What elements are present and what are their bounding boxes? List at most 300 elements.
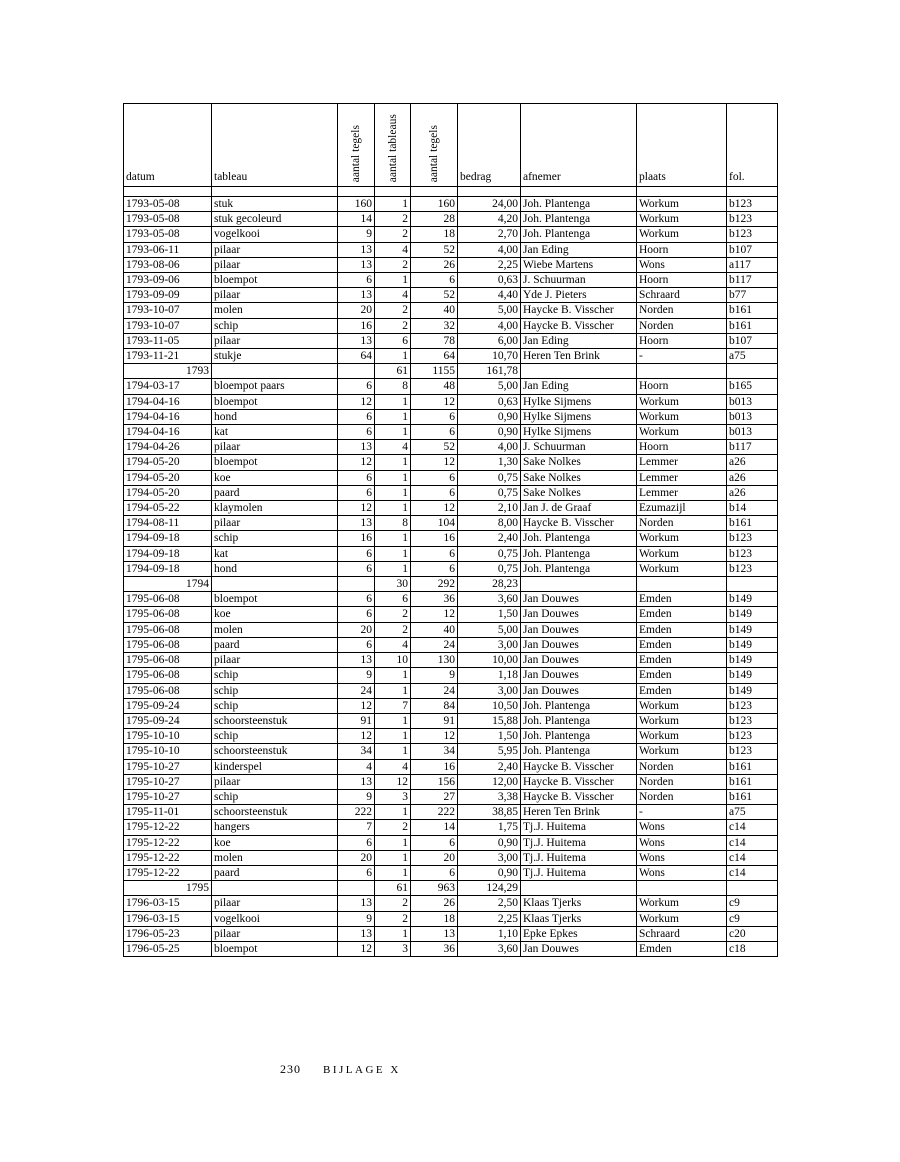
- cell-aantal-tableaus: 2: [375, 820, 411, 835]
- cell-fol: [727, 364, 778, 379]
- cell-aantal-tegels-total: 16: [411, 531, 458, 546]
- cell-afnemer: Klaas Tjerks: [521, 896, 637, 911]
- cell-aantal-tegels: 9: [338, 789, 375, 804]
- cell-aantal-tableaus: 1: [375, 470, 411, 485]
- cell-aantal-tegels-total: 36: [411, 941, 458, 956]
- cell-tableau: kinderspel: [212, 759, 338, 774]
- cell-aantal-tableaus: 4: [375, 637, 411, 652]
- cell-aantal-tegels-total: 26: [411, 257, 458, 272]
- cell-tableau: bloempot: [212, 394, 338, 409]
- cell-fol: b123: [727, 197, 778, 212]
- cell-tableau: pilaar: [212, 896, 338, 911]
- table-row: [124, 212, 778, 227]
- cell-aantal-tegels-total: 6: [411, 409, 458, 424]
- cell-fol: a26: [727, 485, 778, 500]
- table-row: [124, 774, 778, 789]
- cell-fol: a26: [727, 470, 778, 485]
- cell-aantal-tableaus: 12: [375, 774, 411, 789]
- spacer-cell: [124, 187, 212, 197]
- cell-aantal-tableaus: 1: [375, 561, 411, 576]
- cell-afnemer: Haycke B. Visscher: [521, 774, 637, 789]
- cell-bedrag: 1,18: [458, 668, 521, 683]
- cell-aantal-tegels-total: 6: [411, 425, 458, 440]
- cell-aantal-tegels-total: 18: [411, 227, 458, 242]
- cell-aantal-tegels-total: 24: [411, 637, 458, 652]
- cell-datum: 1795-12-22: [124, 820, 212, 835]
- cell-afnemer: [521, 881, 637, 896]
- cell-bedrag: 0,90: [458, 835, 521, 850]
- cell-aantal-tegels-total: 6: [411, 485, 458, 500]
- cell-datum: 1793-06-11: [124, 242, 212, 257]
- cell-tableau: schip: [212, 318, 338, 333]
- cell-aantal-tableaus: 6: [375, 333, 411, 348]
- cell-aantal-tableaus: 4: [375, 288, 411, 303]
- header-aantal-tegels-total-label: aantal tegels: [427, 124, 440, 182]
- cell-aantal-tegels-total: 32: [411, 318, 458, 333]
- spacer-cell: [411, 187, 458, 197]
- cell-datum: 1795-06-08: [124, 592, 212, 607]
- table-row: [124, 941, 778, 956]
- cell-datum: 1795-06-08: [124, 607, 212, 622]
- cell-plaats: Emden: [637, 653, 727, 668]
- cell-aantal-tableaus: 4: [375, 242, 411, 257]
- cell-aantal-tableaus: 1: [375, 394, 411, 409]
- cell-fol: b107: [727, 333, 778, 348]
- cell-plaats: Emden: [637, 622, 727, 637]
- cell-bedrag: 2,10: [458, 501, 521, 516]
- cell-fol: b161: [727, 318, 778, 333]
- cell-plaats: Emden: [637, 637, 727, 652]
- cell-tableau: pilaar: [212, 333, 338, 348]
- cell-aantal-tegels-total: 13: [411, 926, 458, 941]
- cell-bedrag: 2,50: [458, 896, 521, 911]
- cell-datum: 1795-06-08: [124, 653, 212, 668]
- cell-fol: b123: [727, 212, 778, 227]
- header-tableau: tableau: [212, 104, 338, 187]
- table-row: [124, 425, 778, 440]
- table-row: [124, 926, 778, 941]
- cell-aantal-tegels: 13: [338, 774, 375, 789]
- cell-plaats: Wons: [637, 820, 727, 835]
- cell-datum: 1795-12-22: [124, 865, 212, 880]
- cell-bedrag: 0,63: [458, 394, 521, 409]
- cell-fol: b123: [727, 561, 778, 576]
- cell-plaats: Emden: [637, 683, 727, 698]
- cell-tableau: schip: [212, 729, 338, 744]
- cell-datum: 1793-05-08: [124, 212, 212, 227]
- table-row: [124, 409, 778, 424]
- cell-afnemer: [521, 577, 637, 592]
- cell-afnemer: Heren Ten Brink: [521, 805, 637, 820]
- cell-aantal-tegels: 64: [338, 349, 375, 364]
- table-row: [124, 455, 778, 470]
- cell-aantal-tableaus: 1: [375, 744, 411, 759]
- cell-afnemer: Haycke B. Visscher: [521, 759, 637, 774]
- cell-fol: a75: [727, 349, 778, 364]
- year-subtotal-row: [124, 881, 778, 896]
- cell-aantal-tegels: 20: [338, 622, 375, 637]
- cell-afnemer: Joh. Plantenga: [521, 561, 637, 576]
- cell-tableau: schip: [212, 531, 338, 546]
- cell-tableau: klaymolen: [212, 501, 338, 516]
- cell-bedrag: 3,60: [458, 941, 521, 956]
- cell-plaats: Workum: [637, 729, 727, 744]
- cell-plaats: Lemmer: [637, 485, 727, 500]
- cell-afnemer: Jan Eding: [521, 242, 637, 257]
- cell-aantal-tegels-total: 292: [411, 577, 458, 592]
- cell-datum: 1795-06-08: [124, 668, 212, 683]
- cell-tableau: paard: [212, 865, 338, 880]
- cell-tableau: bloempot: [212, 592, 338, 607]
- cell-fol: c14: [727, 820, 778, 835]
- cell-bedrag: 3,00: [458, 637, 521, 652]
- spacer-cell: [458, 187, 521, 197]
- cell-bedrag: 161,78: [458, 364, 521, 379]
- cell-datum: 1796-03-15: [124, 896, 212, 911]
- cell-tableau: [212, 364, 338, 379]
- cell-datum: 1793-11-05: [124, 333, 212, 348]
- cell-aantal-tableaus: 1: [375, 531, 411, 546]
- cell-afnemer: Joh. Plantenga: [521, 744, 637, 759]
- cell-datum: 1794-04-26: [124, 440, 212, 455]
- table-row: [124, 379, 778, 394]
- cell-aantal-tegels-total: 160: [411, 197, 458, 212]
- table-row: [124, 349, 778, 364]
- cell-plaats: Lemmer: [637, 455, 727, 470]
- table-row: [124, 759, 778, 774]
- cell-aantal-tegels-total: 6: [411, 835, 458, 850]
- cell-aantal-tableaus: 7: [375, 698, 411, 713]
- cell-aantal-tegels-total: 1155: [411, 364, 458, 379]
- cell-afnemer: Haycke B. Visscher: [521, 303, 637, 318]
- spacer-cell: [637, 187, 727, 197]
- cell-fol: b123: [727, 531, 778, 546]
- cell-datum: 1794-08-11: [124, 516, 212, 531]
- cell-datum: 1794-09-18: [124, 531, 212, 546]
- table-row: [124, 531, 778, 546]
- cell-bedrag: 10,50: [458, 698, 521, 713]
- cell-fol: c14: [727, 865, 778, 880]
- cell-bedrag: 5,00: [458, 379, 521, 394]
- cell-plaats: Emden: [637, 592, 727, 607]
- cell-tableau: pilaar: [212, 257, 338, 272]
- cell-plaats: Workum: [637, 197, 727, 212]
- table-row: [124, 592, 778, 607]
- table-row: [124, 865, 778, 880]
- cell-aantal-tegels-total: 14: [411, 820, 458, 835]
- cell-aantal-tegels: [338, 881, 375, 896]
- cell-datum: 1793-05-08: [124, 197, 212, 212]
- header-afnemer: afnemer: [521, 104, 637, 187]
- table-row: [124, 744, 778, 759]
- spacer-cell: [727, 187, 778, 197]
- cell-fol: c14: [727, 835, 778, 850]
- cell-aantal-tegels: 6: [338, 379, 375, 394]
- cell-afnemer: Joh. Plantenga: [521, 531, 637, 546]
- cell-bedrag: 0,75: [458, 546, 521, 561]
- header-spacer-row: [124, 187, 778, 197]
- cell-aantal-tegels: 34: [338, 744, 375, 759]
- cell-plaats: Norden: [637, 774, 727, 789]
- cell-tableau: schoorsteenstuk: [212, 744, 338, 759]
- cell-datum: 1795-10-27: [124, 789, 212, 804]
- cell-bedrag: 124,29: [458, 881, 521, 896]
- cell-bedrag: 0,75: [458, 561, 521, 576]
- table-row: [124, 729, 778, 744]
- cell-tableau: pilaar: [212, 926, 338, 941]
- cell-bedrag: 24,00: [458, 197, 521, 212]
- cell-datum: 1795-09-24: [124, 698, 212, 713]
- cell-fol: b013: [727, 425, 778, 440]
- cell-bedrag: 1,50: [458, 607, 521, 622]
- cell-afnemer: Heren Ten Brink: [521, 349, 637, 364]
- cell-bedrag: 4,40: [458, 288, 521, 303]
- cell-aantal-tegels-total: 40: [411, 622, 458, 637]
- cell-datum: 1794-09-18: [124, 546, 212, 561]
- cell-tableau: koe: [212, 835, 338, 850]
- cell-plaats: Schraard: [637, 288, 727, 303]
- cell-aantal-tegels: 6: [338, 607, 375, 622]
- cell-aantal-tegels-total: 6: [411, 273, 458, 288]
- cell-aantal-tableaus: 1: [375, 668, 411, 683]
- table-row: [124, 394, 778, 409]
- cell-fol: b161: [727, 774, 778, 789]
- cell-tableau: paard: [212, 485, 338, 500]
- cell-plaats: -: [637, 805, 727, 820]
- cell-plaats: Wons: [637, 835, 727, 850]
- cell-aantal-tegels: [338, 364, 375, 379]
- cell-plaats: Emden: [637, 941, 727, 956]
- cell-bedrag: 38,85: [458, 805, 521, 820]
- cell-bedrag: 2,70: [458, 227, 521, 242]
- cell-datum: 1794-05-20: [124, 455, 212, 470]
- cell-datum: 1793-09-06: [124, 273, 212, 288]
- cell-aantal-tegels: 6: [338, 865, 375, 880]
- cell-aantal-tableaus: 2: [375, 212, 411, 227]
- ledger-table: [123, 103, 778, 957]
- cell-plaats: Hoorn: [637, 379, 727, 394]
- cell-tableau: stuk gecoleurd: [212, 212, 338, 227]
- cell-fol: a75: [727, 805, 778, 820]
- cell-fol: c20: [727, 926, 778, 941]
- cell-aantal-tegels: 20: [338, 303, 375, 318]
- cell-plaats: Hoorn: [637, 273, 727, 288]
- cell-fol: b149: [727, 637, 778, 652]
- cell-afnemer: Yde J. Pieters: [521, 288, 637, 303]
- cell-aantal-tegels: 13: [338, 653, 375, 668]
- cell-tableau: koe: [212, 470, 338, 485]
- cell-afnemer: Jan Douwes: [521, 683, 637, 698]
- cell-plaats: Norden: [637, 516, 727, 531]
- cell-aantal-tableaus: 1: [375, 805, 411, 820]
- table-row: [124, 789, 778, 804]
- cell-afnemer: Jan J. de Graaf: [521, 501, 637, 516]
- cell-tableau: koe: [212, 607, 338, 622]
- cell-plaats: Norden: [637, 789, 727, 804]
- cell-bedrag: 0,90: [458, 409, 521, 424]
- cell-tableau: stukje: [212, 349, 338, 364]
- cell-bedrag: 4,00: [458, 440, 521, 455]
- cell-afnemer: Sake Nolkes: [521, 485, 637, 500]
- cell-aantal-tableaus: 1: [375, 835, 411, 850]
- cell-bedrag: 4,00: [458, 318, 521, 333]
- cell-bedrag: 3,38: [458, 789, 521, 804]
- cell-datum: 1793: [124, 364, 212, 379]
- cell-aantal-tableaus: 10: [375, 653, 411, 668]
- cell-datum: 1794-05-20: [124, 470, 212, 485]
- cell-aantal-tableaus: 3: [375, 789, 411, 804]
- cell-aantal-tegels: 7: [338, 820, 375, 835]
- cell-aantal-tegels-total: 963: [411, 881, 458, 896]
- cell-fol: b161: [727, 303, 778, 318]
- cell-fol: b149: [727, 592, 778, 607]
- cell-datum: 1793-10-07: [124, 318, 212, 333]
- cell-aantal-tegels: 6: [338, 546, 375, 561]
- table-row: [124, 242, 778, 257]
- cell-tableau: schip: [212, 789, 338, 804]
- cell-tableau: bloempot paars: [212, 379, 338, 394]
- cell-afnemer: [521, 364, 637, 379]
- cell-fol: b117: [727, 440, 778, 455]
- cell-aantal-tegels-total: 28: [411, 212, 458, 227]
- cell-fol: b123: [727, 729, 778, 744]
- spacer-cell: [521, 187, 637, 197]
- cell-tableau: schip: [212, 698, 338, 713]
- cell-datum: 1795-09-24: [124, 713, 212, 728]
- cell-aantal-tegels-total: 12: [411, 394, 458, 409]
- cell-aantal-tableaus: 61: [375, 881, 411, 896]
- cell-aantal-tegels: 12: [338, 394, 375, 409]
- cell-tableau: pilaar: [212, 774, 338, 789]
- cell-datum: 1796-05-23: [124, 926, 212, 941]
- cell-plaats: Workum: [637, 531, 727, 546]
- cell-aantal-tegels-total: 27: [411, 789, 458, 804]
- cell-aantal-tegels-total: 12: [411, 729, 458, 744]
- ledger-table-container: [123, 103, 777, 957]
- cell-aantal-tableaus: 1: [375, 409, 411, 424]
- cell-aantal-tegels: 6: [338, 273, 375, 288]
- cell-datum: 1795-12-22: [124, 835, 212, 850]
- cell-fol: b149: [727, 668, 778, 683]
- cell-aantal-tableaus: 1: [375, 197, 411, 212]
- cell-datum: 1794-09-18: [124, 561, 212, 576]
- cell-aantal-tegels: 16: [338, 318, 375, 333]
- cell-plaats: Workum: [637, 698, 727, 713]
- cell-plaats: Lemmer: [637, 470, 727, 485]
- cell-aantal-tableaus: 30: [375, 577, 411, 592]
- cell-aantal-tegels: 6: [338, 409, 375, 424]
- cell-tableau: pilaar: [212, 242, 338, 257]
- cell-plaats: [637, 577, 727, 592]
- cell-aantal-tableaus: 1: [375, 273, 411, 288]
- cell-plaats: Workum: [637, 744, 727, 759]
- page-number: 230: [280, 1062, 301, 1076]
- header-fol: fol.: [727, 104, 778, 187]
- year-subtotal-row: [124, 577, 778, 592]
- cell-tableau: kat: [212, 546, 338, 561]
- cell-aantal-tegels: 13: [338, 926, 375, 941]
- cell-bedrag: 4,20: [458, 212, 521, 227]
- cell-bedrag: 1,30: [458, 455, 521, 470]
- cell-fol: b117: [727, 273, 778, 288]
- cell-plaats: Emden: [637, 607, 727, 622]
- table-row: [124, 546, 778, 561]
- cell-bedrag: 2,25: [458, 911, 521, 926]
- cell-afnemer: Joh. Plantenga: [521, 546, 637, 561]
- table-row: [124, 273, 778, 288]
- cell-bedrag: 2,40: [458, 531, 521, 546]
- cell-datum: 1795: [124, 881, 212, 896]
- cell-fol: b123: [727, 546, 778, 561]
- cell-aantal-tableaus: 2: [375, 607, 411, 622]
- cell-aantal-tegels-total: 12: [411, 455, 458, 470]
- cell-afnemer: Joh. Plantenga: [521, 197, 637, 212]
- cell-aantal-tegels-total: 84: [411, 698, 458, 713]
- cell-afnemer: Hylke Sijmens: [521, 425, 637, 440]
- cell-datum: 1795-06-08: [124, 683, 212, 698]
- cell-fol: b161: [727, 789, 778, 804]
- cell-aantal-tegels-total: 6: [411, 865, 458, 880]
- cell-aantal-tegels: [338, 577, 375, 592]
- cell-aantal-tableaus: 2: [375, 318, 411, 333]
- cell-aantal-tegels-total: 18: [411, 911, 458, 926]
- cell-plaats: Wons: [637, 257, 727, 272]
- cell-afnemer: Joh. Plantenga: [521, 729, 637, 744]
- cell-datum: 1796-03-15: [124, 911, 212, 926]
- cell-bedrag: 15,88: [458, 713, 521, 728]
- cell-afnemer: Jan Douwes: [521, 637, 637, 652]
- cell-aantal-tegels-total: 52: [411, 440, 458, 455]
- cell-tableau: vogelkooi: [212, 911, 338, 926]
- cell-bedrag: 6,00: [458, 333, 521, 348]
- cell-plaats: Workum: [637, 394, 727, 409]
- cell-aantal-tegels-total: 24: [411, 683, 458, 698]
- cell-datum: 1793-09-09: [124, 288, 212, 303]
- cell-fol: b013: [727, 394, 778, 409]
- cell-aantal-tableaus: 1: [375, 729, 411, 744]
- header-datum: datum: [124, 104, 212, 187]
- cell-bedrag: 0,90: [458, 425, 521, 440]
- cell-afnemer: J. Schuurman: [521, 440, 637, 455]
- cell-datum: 1795-06-08: [124, 637, 212, 652]
- cell-aantal-tegels: 13: [338, 257, 375, 272]
- cell-datum: 1796-05-25: [124, 941, 212, 956]
- cell-fol: b149: [727, 622, 778, 637]
- table-row: [124, 713, 778, 728]
- cell-aantal-tegels-total: 6: [411, 470, 458, 485]
- cell-aantal-tegels-total: 26: [411, 896, 458, 911]
- cell-bedrag: 0,75: [458, 485, 521, 500]
- cell-aantal-tableaus: 1: [375, 501, 411, 516]
- spacer-cell: [338, 187, 375, 197]
- cell-datum: 1794-05-22: [124, 501, 212, 516]
- cell-aantal-tegels: 9: [338, 227, 375, 242]
- header-row: [124, 104, 778, 187]
- cell-afnemer: Jan Douwes: [521, 622, 637, 637]
- cell-tableau: molen: [212, 622, 338, 637]
- cell-bedrag: 0,90: [458, 865, 521, 880]
- cell-datum: 1794-03-17: [124, 379, 212, 394]
- cell-afnemer: Joh. Plantenga: [521, 713, 637, 728]
- cell-datum: 1795-10-27: [124, 774, 212, 789]
- cell-aantal-tegels-total: 52: [411, 242, 458, 257]
- cell-aantal-tableaus: 1: [375, 713, 411, 728]
- cell-aantal-tegels-total: 40: [411, 303, 458, 318]
- cell-aantal-tegels-total: 20: [411, 850, 458, 865]
- cell-fol: [727, 881, 778, 896]
- cell-aantal-tableaus: 2: [375, 257, 411, 272]
- cell-fol: c9: [727, 896, 778, 911]
